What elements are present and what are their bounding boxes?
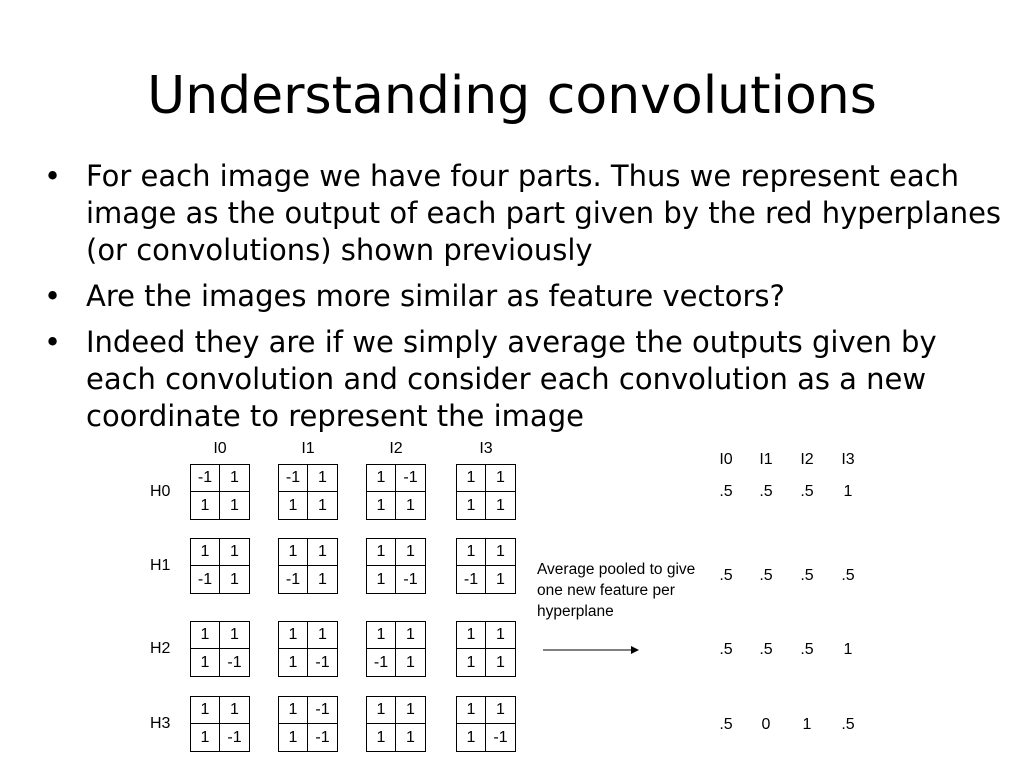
conv-matrix [278, 621, 338, 677]
slide-title: Understanding convolutions [147, 66, 877, 126]
pooled-value: .5 [841, 567, 855, 584]
conv-matrix [456, 464, 516, 520]
pooled-value: .5 [719, 716, 733, 733]
bullet-dot: • [44, 159, 62, 193]
conv-matrix [278, 696, 338, 752]
matrix-cell: 1 [496, 496, 505, 514]
matrix-cell: 1 [367, 465, 396, 492]
pooled-value: 1 [843, 483, 853, 500]
matrix-cell: 1 [308, 622, 337, 649]
conv-matrix [456, 696, 516, 752]
matrix-cell: 1 [279, 492, 308, 519]
output-column-label: I0 [719, 451, 733, 468]
matrix-cell: 1 [318, 496, 327, 514]
matrix-cell: 1 [457, 724, 486, 751]
pooled-value: .5 [759, 567, 773, 584]
conv-matrix [190, 464, 250, 520]
matrix-cell: -1 [191, 566, 220, 593]
bullet-text: Indeed they are if we simply average the outputs given by each convolution and consider each convolution as a new coordinate to represent the image [86, 325, 937, 433]
matrix-cell: 1 [308, 539, 337, 566]
matrix-cell: 1 [457, 649, 486, 676]
matrix-cell: 1 [457, 492, 486, 519]
bullet-list [42, 158, 1002, 444]
bullet-dot: • [44, 279, 62, 313]
matrix-cell: 1 [406, 496, 415, 514]
matrix-cell: -1 [315, 728, 330, 746]
pooled-value: .5 [719, 483, 733, 500]
matrix-cell: -1 [457, 566, 486, 593]
pooled-value: .5 [800, 567, 814, 584]
pooled-value: .5 [800, 641, 814, 658]
conv-matrix [190, 696, 250, 752]
conv-matrix [366, 621, 426, 677]
pooled-value: .5 [759, 483, 773, 500]
matrix-cell: -1 [315, 653, 330, 671]
matrix-cell: 1 [191, 622, 220, 649]
matrix-cell: 1 [191, 492, 220, 519]
matrix-cell: 1 [279, 622, 308, 649]
output-column-label: I2 [800, 451, 814, 468]
matrix-cell: 1 [220, 622, 249, 649]
conv-matrix [278, 464, 338, 520]
conv-matrix [190, 621, 250, 677]
conv-matrix [456, 621, 516, 677]
pooled-value: .5 [759, 641, 773, 658]
matrix-cell: 1 [457, 622, 486, 649]
image-column-label: I0 [213, 440, 227, 457]
matrix-cell: 1 [496, 570, 505, 588]
conv-matrix [456, 538, 516, 594]
conv-matrix [366, 464, 426, 520]
matrix-cell: 1 [191, 697, 220, 724]
matrix-cell: 1 [486, 465, 515, 492]
matrix-cell: -1 [403, 570, 418, 588]
hyperplane-row-label: H0 [150, 483, 171, 500]
matrix-cell: 1 [230, 496, 239, 514]
matrix-cell: 1 [367, 566, 396, 593]
matrix-cell: 1 [457, 697, 486, 724]
pooled-value: .5 [841, 716, 855, 733]
matrix-cell: -1 [493, 728, 508, 746]
matrix-cell: 1 [279, 697, 308, 724]
pooled-value: 0 [761, 716, 771, 733]
bullet-text: For each image we have four parts. Thus we represent each image as the output of each part given by the red hyperplanes (or convolutions) shown previously [86, 159, 1002, 267]
matrix-cell: 1 [496, 653, 505, 671]
matrix-cell: 1 [367, 697, 396, 724]
matrix-cell: 1 [367, 539, 396, 566]
hyperplane-row-label: H3 [150, 715, 171, 732]
matrix-cell: 1 [230, 570, 239, 588]
matrix-cell: -1 [227, 728, 242, 746]
matrix-cell: -1 [279, 566, 308, 593]
matrix-cell: 1 [396, 697, 425, 724]
matrix-cell: -1 [396, 465, 425, 492]
image-column-label: I3 [479, 440, 493, 457]
matrix-cell: 1 [486, 622, 515, 649]
image-column-label: I1 [301, 440, 315, 457]
matrix-cell: 1 [406, 653, 415, 671]
matrix-cell: 1 [318, 570, 327, 588]
matrix-cell: 1 [396, 539, 425, 566]
image-column-label: I2 [389, 440, 403, 457]
matrix-cell: 1 [279, 539, 308, 566]
matrix-cell: 1 [279, 724, 308, 751]
bullet-item [42, 324, 1002, 435]
matrix-cell: -1 [279, 465, 308, 492]
matrix-cell: -1 [367, 649, 396, 676]
output-column-label: I3 [841, 451, 855, 468]
matrix-cell: 1 [367, 622, 396, 649]
pooling-note: Average pooled to give one new feature per hyperplane [537, 561, 696, 620]
conv-matrix [278, 538, 338, 594]
matrix-cell: 1 [191, 539, 220, 566]
matrix-cell: -1 [227, 653, 242, 671]
matrix-cell: -1 [191, 465, 220, 492]
matrix-cell: 1 [367, 724, 396, 751]
matrix-cell: 1 [406, 728, 415, 746]
pooled-value: 1 [802, 716, 812, 733]
hyperplane-row-label: H2 [150, 640, 171, 657]
output-column-label: I1 [759, 451, 773, 468]
conv-matrix [366, 538, 426, 594]
matrix-cell: 1 [279, 649, 308, 676]
matrix-cell: 1 [457, 539, 486, 566]
pooled-value: .5 [719, 567, 733, 584]
matrix-cell: 1 [220, 697, 249, 724]
matrix-cell: 1 [191, 649, 220, 676]
matrix-cell: 1 [308, 465, 337, 492]
arrow-icon [543, 642, 643, 658]
matrix-cell: 1 [396, 622, 425, 649]
bullet-item [42, 158, 1002, 269]
pooled-value: 1 [843, 641, 853, 658]
matrix-cell: 1 [486, 697, 515, 724]
matrix-cell: 1 [457, 465, 486, 492]
pooled-value: .5 [800, 483, 814, 500]
bullet-dot: • [44, 325, 62, 359]
matrix-cell: 1 [367, 492, 396, 519]
hyperplane-row-label: H1 [150, 557, 171, 574]
pooled-value: .5 [719, 641, 733, 658]
matrix-cell: 1 [486, 539, 515, 566]
conv-matrix [366, 696, 426, 752]
bullet-item [42, 278, 1002, 315]
bullet-text: Are the images more similar as feature vectors? [86, 279, 785, 313]
matrix-cell: 1 [191, 724, 220, 751]
matrix-cell: 1 [220, 539, 249, 566]
matrix-cell: -1 [308, 697, 337, 724]
matrix-cell: 1 [220, 465, 249, 492]
conv-matrix [190, 538, 250, 594]
